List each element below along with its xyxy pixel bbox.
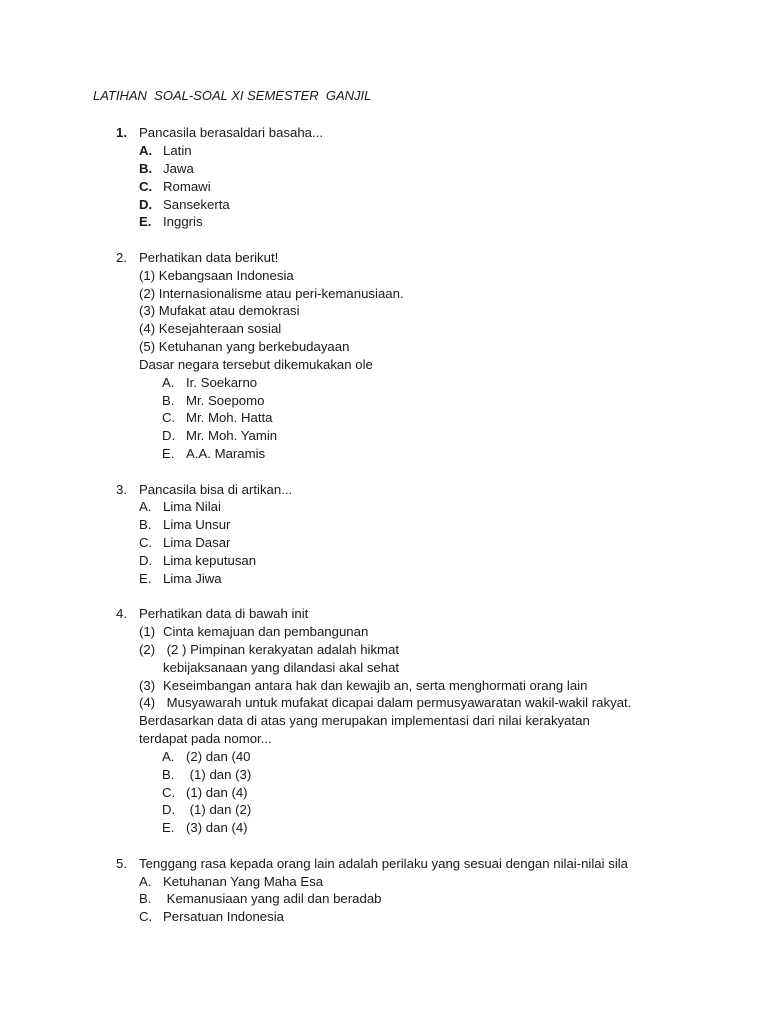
option-text: Inggris — [163, 214, 203, 229]
data-item-text: (2 ) Pimpinan kerakyatan adalah hikmat — [163, 642, 400, 657]
option-letter: D. — [139, 197, 153, 212]
data-item-label: (4) — [139, 695, 156, 710]
option-letter: E. — [162, 820, 175, 835]
option-letter: A. — [162, 749, 175, 764]
question-5-text: Tenggang rasa kepada orang lain adalah perilaku yang sesuai dengan nilai-nilai sila — [139, 856, 629, 871]
question-prompt: Berdasarkan data di atas yang merupakan implementasi dari nilai kerakyatan — [139, 713, 590, 728]
data-line: (3) Mufakat atau demokrasi — [139, 303, 300, 318]
option-text: Romawi — [163, 179, 211, 194]
data-item-label: (3) — [139, 678, 156, 693]
data-line: (1) Kebangsaan Indonesia — [139, 268, 294, 283]
option-letter: A. — [139, 143, 153, 158]
option-letter: B. — [162, 393, 175, 408]
question-3-number: 3. — [116, 482, 127, 497]
option-letter: B. — [139, 517, 152, 532]
option-text: A.A. Maramis — [186, 446, 266, 461]
option-text: Lima Jiwa — [163, 571, 222, 586]
option-letter: A. — [139, 874, 152, 889]
data-line: (2) Internasionalisme atau peri-kemanusiaan. — [139, 286, 404, 301]
question-1-text: Pancasila berasaldari basaha... — [139, 125, 324, 140]
data-item-text: Keseimbangan antara hak dan kewajib an, serta menghormati orang lain — [163, 678, 588, 693]
option-letter: B. — [139, 891, 152, 906]
option-letter: C. — [139, 535, 153, 550]
data-item-label: (1) — [139, 624, 156, 639]
page-title: LATIHAN SOAL-SOAL XI SEMESTER GANJIL — [93, 88, 372, 103]
option-text: Persatuan Indonesia — [163, 909, 284, 924]
data-line: (5) Ketuhanan yang berkebudayaan — [139, 339, 350, 354]
question-2-number: 2. — [116, 250, 127, 265]
option-text: Ketuhanan Yang Maha Esa — [163, 874, 324, 889]
option-text: (2) dan (40 — [186, 749, 251, 764]
option-letter: E. — [139, 571, 152, 586]
option-letter: C. — [139, 179, 153, 194]
option-text: (1) dan (3) — [186, 767, 252, 782]
option-text: Sansekerta — [163, 197, 230, 212]
data-item-label: (2) — [139, 642, 156, 657]
option-text: Ir. Soekarno — [186, 375, 258, 390]
data-item-text: Musyawarah untuk mufakat dicapai dalam permusyawaratan wakil-wakil rakyat. — [163, 695, 632, 710]
option-letter: C. — [139, 909, 153, 924]
option-letter: B. — [162, 767, 175, 782]
option-letter: A. — [139, 499, 152, 514]
option-letter: C. — [162, 785, 176, 800]
option-letter: D. — [139, 553, 153, 568]
data-item-text: kebijaksanaan yang dilandasi akal sehat — [163, 660, 400, 675]
question-4-text: Perhatikan data di bawah init — [139, 606, 309, 621]
option-text: Kemanusiaan yang adil dan beradab — [163, 891, 382, 906]
question-prompt: terdapat pada nomor... — [139, 731, 272, 746]
question-3-text: Pancasila bisa di artikan... — [139, 482, 293, 497]
option-letter: A. — [162, 375, 175, 390]
option-text: (1) dan (2) — [186, 802, 252, 817]
question-1-number: 1. — [116, 125, 127, 140]
data-item-text: Cinta kemajuan dan pembangunan — [163, 624, 369, 639]
option-text: Lima Nilai — [163, 499, 221, 514]
option-text: (1) dan (4) — [186, 785, 248, 800]
data-line: (4) Kesejahteraan sosial — [139, 321, 282, 336]
option-text: Mr. Soepomo — [186, 393, 265, 408]
option-text: Jawa — [163, 161, 194, 176]
option-letter: E. — [139, 214, 152, 229]
question-prompt: Dasar negara tersebut dikemukakan ole — [139, 357, 373, 372]
option-text: Latin — [163, 143, 192, 158]
option-text: Lima Unsur — [163, 517, 231, 532]
option-letter: B. — [139, 161, 153, 176]
question-5-number: 5. — [116, 856, 127, 871]
option-letter: E. — [162, 446, 175, 461]
option-text: (3) dan (4) — [186, 820, 248, 835]
option-text: Lima keputusan — [163, 553, 257, 568]
option-text: Lima Dasar — [163, 535, 231, 550]
option-text: Mr. Moh. Yamin — [186, 428, 278, 443]
option-letter: D. — [162, 428, 176, 443]
question-2-text: Perhatikan data berikut! — [139, 250, 279, 265]
question-4-number: 4. — [116, 606, 127, 621]
option-text: Mr. Moh. Hatta — [186, 410, 273, 425]
option-letter: C. — [162, 410, 176, 425]
option-letter: D. — [162, 802, 176, 817]
